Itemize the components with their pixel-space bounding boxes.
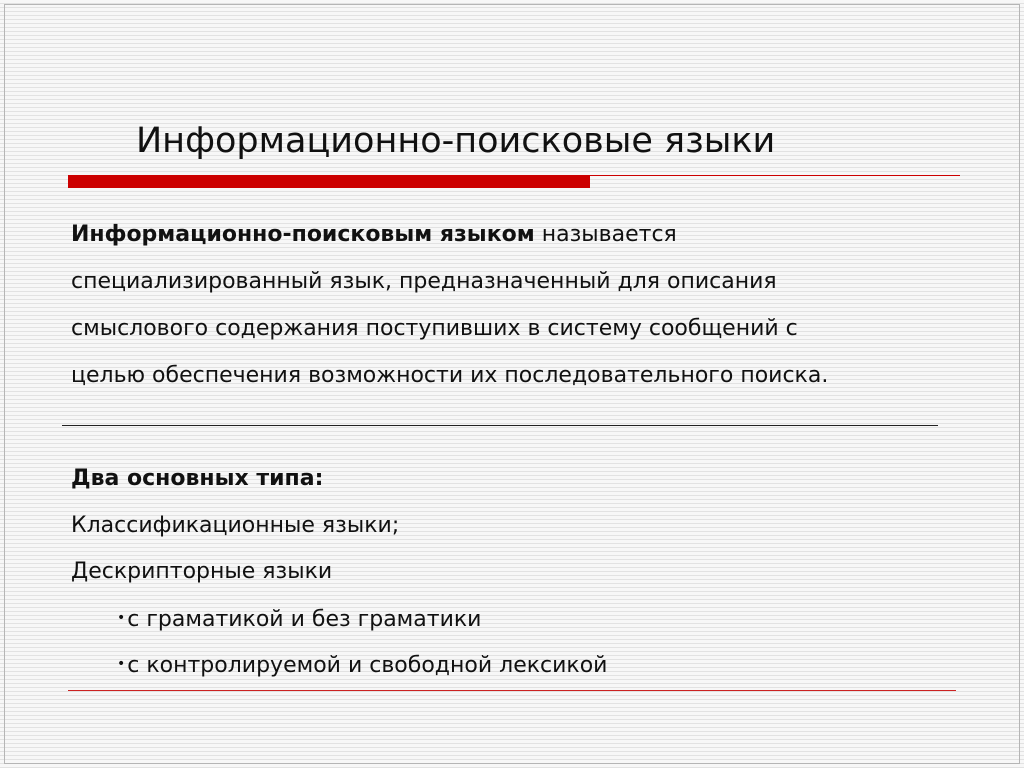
title-underline-thin-line	[590, 175, 960, 176]
section-divider	[62, 425, 938, 426]
definition-line-1	[71, 219, 677, 251]
definition-line-2: специализированный язык, предназначенный для описания	[71, 269, 777, 294]
definition-line-1-rest: называется	[534, 222, 677, 247]
slide-title: Информационно-поисковые языки	[136, 121, 776, 161]
sub-item-lexicon	[117, 648, 607, 682]
type-item-descriptor: Дескрипторные языки	[71, 559, 333, 584]
sub-item-grammar-text: с граматикой и без граматики	[127, 607, 482, 632]
definition-line-3: смыслового содержания поступивших в систему сообщений с	[71, 316, 798, 341]
sub-item-grammar	[117, 602, 481, 636]
definition-line-4: целью обеспечения возможности их последовательного поиска.	[71, 363, 829, 388]
bullet-icon: •	[117, 610, 126, 626]
definition-term: Информационно-поисковым языком	[71, 222, 535, 247]
sub-item-lexicon-text: с контролируемой и свободной лексикой	[127, 653, 608, 678]
type-item-classification: Классификационные языки;	[71, 513, 400, 538]
bullet-icon: •	[117, 656, 126, 672]
title-underline-thick-bar	[68, 175, 590, 188]
bottom-divider	[68, 690, 956, 691]
types-heading: Два основных типа:	[71, 466, 324, 491]
